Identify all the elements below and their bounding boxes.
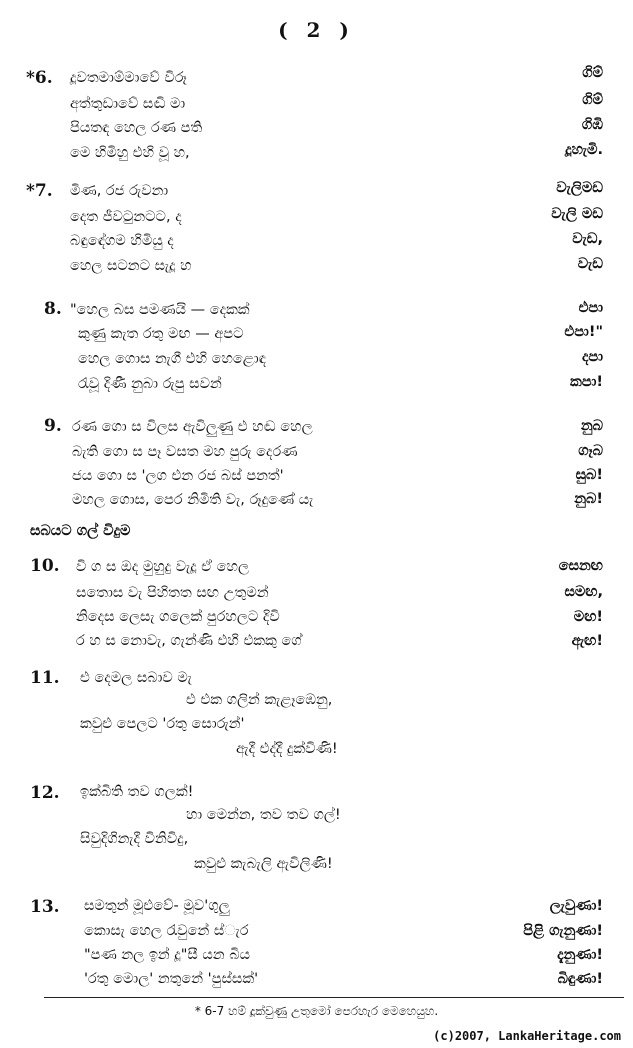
verse-line: ඇදී එද්දී දුක්විණි!: [236, 741, 338, 757]
rhyme-word: නුබ!: [574, 491, 603, 507]
rhyme-word: දපා: [581, 349, 603, 365]
rhyme-word: පිළි ගැනුණා!: [523, 923, 603, 939]
rhyme-word: වැලි මඩ: [551, 206, 603, 222]
verse-line: ඉක්බිති තව ගලක්!: [80, 784, 194, 800]
rhyme-word: දූහැමි.: [565, 142, 603, 158]
verse-line: "හෙල බස පමණයි — දෙකක්: [70, 302, 250, 318]
verse-line: රැවූ දිණී නුබා රුපු සවන්: [78, 376, 222, 392]
verse-line: ර හ ස නොවැ, ගැන්ණි එහි එකකු ගේ: [76, 633, 302, 649]
stanza-number: 9.: [44, 416, 62, 436]
rhyme-word: එපා!": [564, 324, 603, 340]
verse-line: කවුළු පෙලට 'රතු සොරුන්': [80, 716, 245, 732]
rhyme-word: සෙනඟ: [558, 558, 603, 574]
verse-line: සමතුන් මූළුවේ- මූව'ගුලු: [84, 898, 230, 914]
rhyme-word: බිඳුණා!: [557, 971, 603, 987]
verse-line: ජය ගො ස 'ලග එන රජ බස් පනත්': [72, 468, 284, 484]
verse-line: පියතඳ හෙල රණ පති: [70, 120, 203, 136]
verse-line: "පණ නල ඉන් දූ"සී යන බිය: [84, 947, 251, 963]
stanza-number: *6.: [26, 68, 53, 88]
verse-line: දෙත ජීවටුනටට, ද: [70, 209, 182, 225]
verse-line: සිවුදිගිනැදී විනිවිදු,: [80, 831, 189, 847]
verse-line: හෙල සටනට සැදූ හ: [70, 258, 192, 274]
rhyme-word: සුබ!: [575, 467, 603, 483]
rhyme-word: වැලිමඩ: [556, 180, 603, 196]
verse-line: කුණු කැත රතු මඟ — අපට: [78, 326, 244, 342]
page-number: ( 2 ): [278, 18, 355, 42]
verse-line: බඳුඳේගම හිමියු ද: [70, 233, 174, 249]
verse-line: සතොස වැ පිහිතත සඟ උතුමන්: [76, 585, 269, 601]
verse-line: හෙල ගොස නැගී එහි හෙළොඳ: [78, 351, 267, 367]
stanza-number: 13.: [30, 897, 60, 917]
rhyme-word: වැඩ,: [572, 231, 603, 247]
verse-line: මහල ගොස, පෙර නිමිති වැ, රූදුණේ යැ: [72, 492, 314, 508]
verse-line: අත්තුඩාවේ සඬි මා: [70, 96, 186, 112]
verse-line: රණ ගො ස විලස ඇවිලුණු එ හඬ හෙල: [72, 419, 313, 435]
rhyme-word: ලැවුණා!: [549, 898, 603, 914]
verse-line: වි ග ස ඔද මුහුදු වැදූ ඒ හෙල: [76, 559, 250, 575]
verse-line: කවුළු කැබැලි ඇවිලිණි!: [194, 856, 333, 872]
verse-line: දූවතමාම්මාවේ විරූ: [70, 70, 187, 86]
rhyme-word: එපා: [578, 300, 603, 316]
stanza-number: 10.: [30, 556, 60, 576]
verse-line: නිදෙස ලෙසැ ගලෙක් පුරහලට දිවි: [76, 609, 280, 625]
verse-line: 'රතු මොල' නතුනේ 'පුස්සක්': [84, 971, 259, 987]
rhyme-word: දැනුණා!: [557, 947, 603, 963]
rhyme-word: වැඩ: [577, 256, 603, 272]
stanza-number: 11.: [30, 668, 60, 688]
footnote: * 6-7 හම් දූක්වුණු උතුමෝ පෙරහැර මෙහෙයුහ.: [194, 1004, 439, 1018]
verse-line: කොසැ හෙල රැවුනේ ස්ැර: [84, 923, 249, 939]
verse-line: හා මෙන්න, තව තව ගල්!: [186, 807, 341, 823]
rhyme-word: නුබ: [580, 418, 603, 434]
verse-line: එ එක ගලින් කැළෑඹෙනු,: [186, 692, 333, 708]
footnote-divider: [44, 997, 624, 998]
verse-line: බැති ගො ස පෑ වසත මහ පුරු දෙරණ: [72, 444, 298, 460]
rhyme-word: කපා!: [570, 374, 603, 390]
rhyme-word: සමඟ,: [564, 584, 603, 600]
rhyme-word: ඇඟ!: [571, 633, 603, 649]
stanza-number: 8.: [44, 299, 62, 319]
stanza-number: *7.: [26, 181, 53, 201]
rhyme-word: ගිඹි: [581, 117, 603, 133]
copyright-notice: (c)2007, LankaHeritage.com: [433, 1029, 621, 1043]
rhyme-word: ගිම්: [582, 65, 603, 81]
verse-line: මෙ හිමිහු එහි වූ හ,: [70, 145, 190, 161]
rhyme-word: ගෑබ: [578, 443, 603, 459]
rhyme-word: ගිම්: [582, 92, 603, 108]
section-heading: සබයට ගල් විදුම: [30, 523, 131, 539]
stanza-number: 12.: [30, 783, 60, 803]
rhyme-word: මඟ!: [573, 609, 603, 625]
verse-line: මිණ, රජ රුවනා: [70, 183, 169, 199]
verse-line: එ දෙමල සබාව මැ: [80, 670, 192, 686]
